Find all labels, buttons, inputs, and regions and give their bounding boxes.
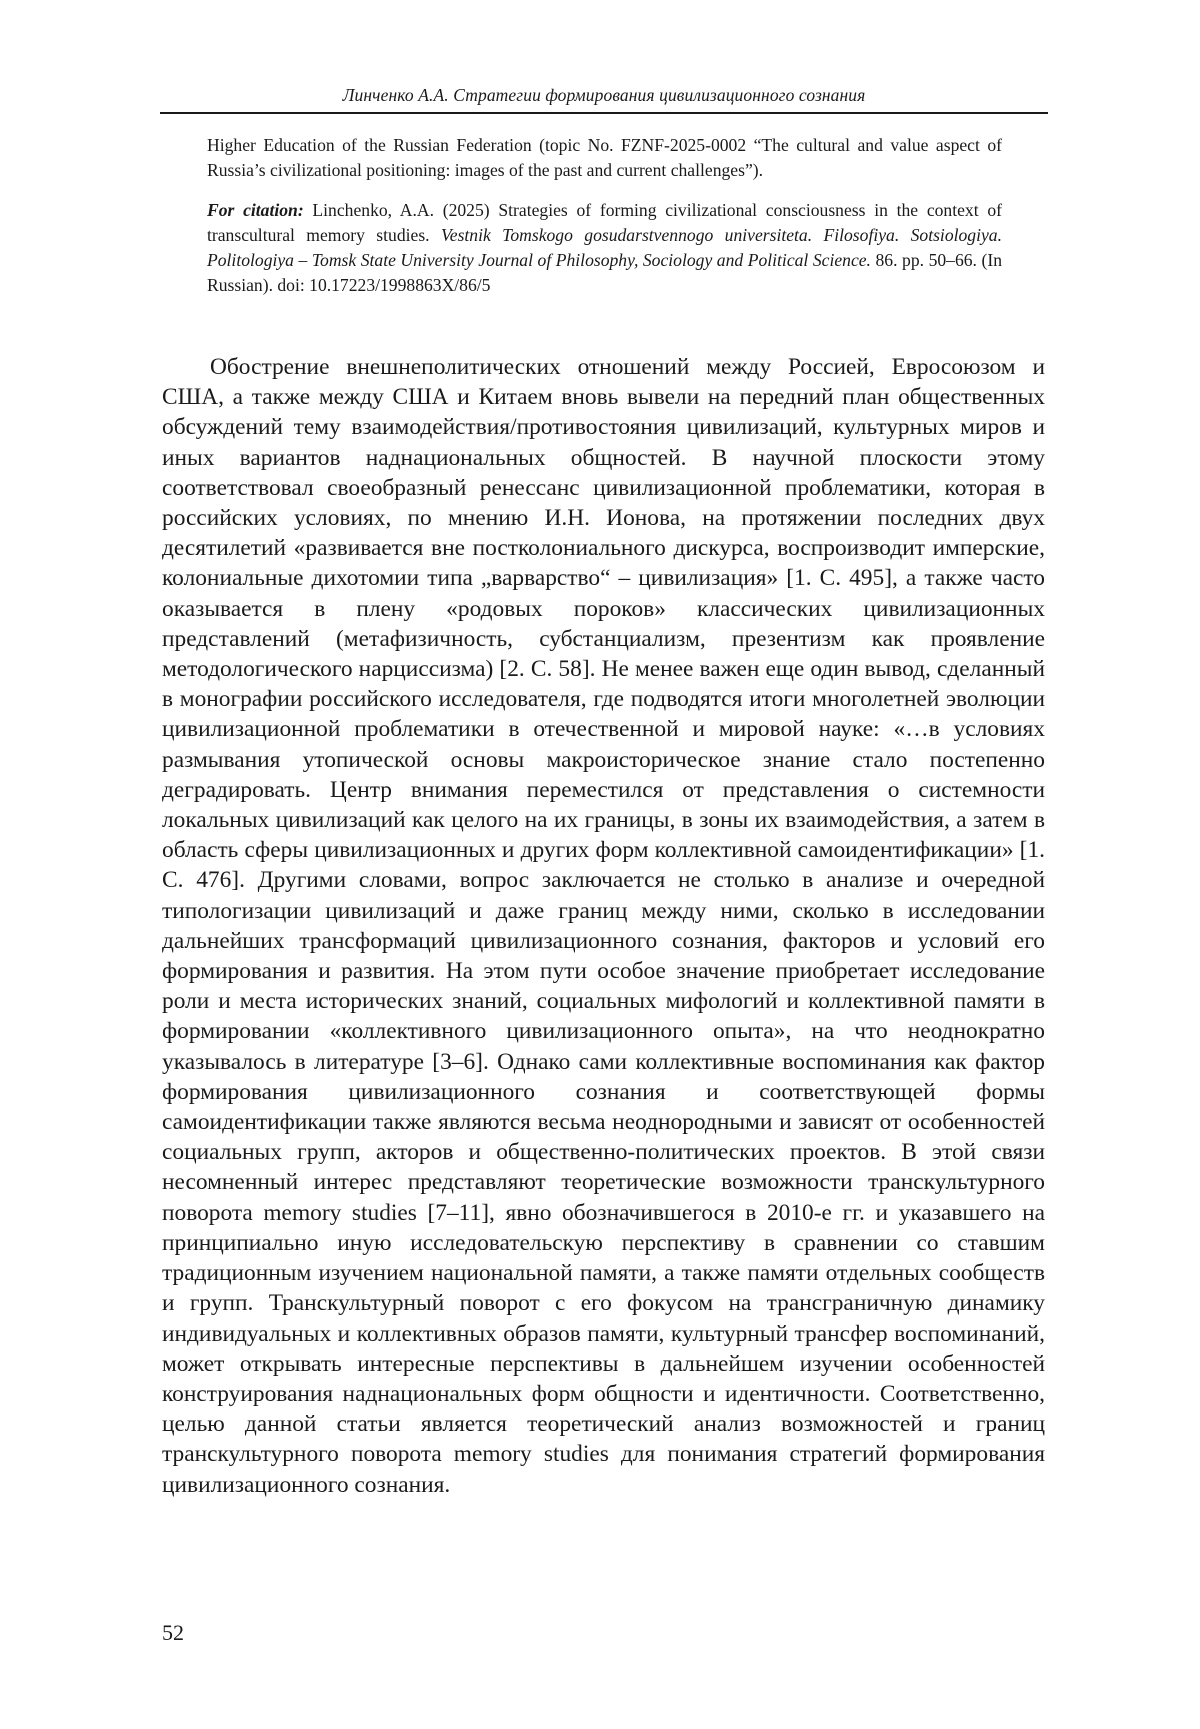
page-number: 52 [162, 1620, 184, 1645]
funding-note: Higher Education of the Russian Federation (topic No. FZNF-2025-0002 “The cultural and value aspect of Russia’s civilizational positioning: images of the past and current challenges”). [207, 135, 1002, 180]
body-paragraph: Обострение внешнеполитических отношений между Россией, Евросоюзом и США, а также между США и Китаем вновь вывели на передний план общественных обсуждений тему взаимодействия/противостояния цивилизаций, культурных миров и иных вариантов наднациональных общностей. В научной плоскости этому соответствовал своеобразный ренессанс цивилизационной проблематики, которая в российских условиях, по мнению И.Н. Ионова, на протяжении последних двух десятилетий «развивается вне постколониального дискурса, воспроизводит имперские, колониальные дихотомии типа „варварство“ – цивилизация» [1. С. 495], а также часто оказывается в плену «родовых пороков» классических цивилизационных представлений (метафизичность, субстанциализм, презентизм как проявление методологического нарциссизма) [2. С. 58]. Не менее важен еще один вывод, сделанный в монографии российского исследователя, где подводятся итоги многолетней эволюции цивилизационной проблематики в отечественной и мировой науке: «…в условиях размывания утопической основы макроисторическое знание стало постепенно деградировать. Центр внимания переместился от представления о системности локальных цивилизаций как целого на их границы, в зоны их взаимодействия, а затем в область сферы цивилизационных и других форм коллективной самоидентификации» [1. С. 476]. Другими словами, вопрос заключается не столько в анализе и очередной типологизации цивилизаций и даже границ между ними, сколько в исследовании дальнейших трансформаций цивилизационного сознания, факторов и условий его формирования и развития. На этом пути особое значение приобретает исследование роли и места исторических знаний, социальных мифологий и коллективной памяти в формировании «коллективного цивилизационного опыта», на что неоднократно указывалось в литературе [3–6]. Однако сами коллективные воспоминания как фактор формирования цивилизационного сознания и соответствующей формы самоидентификации также являются весьма неоднородными и зависят от особенностей социальных групп, акторов и общественно-политических проектов. В этой связи несомненный интерес представляют теоретические возможности транскультурного поворота memory studies [7–11], явно обозначившегося в 2010-е гг. и указавшего на принципиально иную исследовательскую перспективу в сравнении со ставшим традиционным изучением национальной памяти, а также памяти отдельных сообществ и групп. Транскультурный поворот с его фокусом на трансграничную динамику индивидуальных и коллективных образов памяти, культурный трансфер воспоминаний, может открывать интересные перспективы в дальнейшем изучении особенностей конструирования наднациональных форм общности и идентичности. Соответственно, целью данной статьи является теоретический анализ возможностей и границ транскультурного поворота memory studies для понимания стратегий формирования цивилизационного сознания. [162, 354, 1045, 1498]
citation-text-before: Linchenko, A.A. (2025) Strategies of forming civilizational consciousness in the context of transcultural memory studies. [207, 200, 1002, 245]
citation-text-after: 86. pp. 50–66. (In Russian). doi: 10.17223/1998863X/86/5 [207, 250, 1002, 295]
abstract-block [207, 133, 1002, 298]
citation-block [207, 198, 1002, 298]
running-head: Линченко А.А. Стратегии формирования цивилизационного сознания [342, 85, 866, 105]
main-text [162, 352, 1045, 1500]
citation-journal: Vestnik Tomskogo gosudarstvennogo universiteta. Filosofiya. Sotsiologiya. Politologiya – Tomsk State University Journal of Philosophy, Sociology and Political Science. [207, 225, 1002, 270]
citation-label: For citation: [207, 200, 304, 220]
header-rule [160, 112, 1048, 114]
